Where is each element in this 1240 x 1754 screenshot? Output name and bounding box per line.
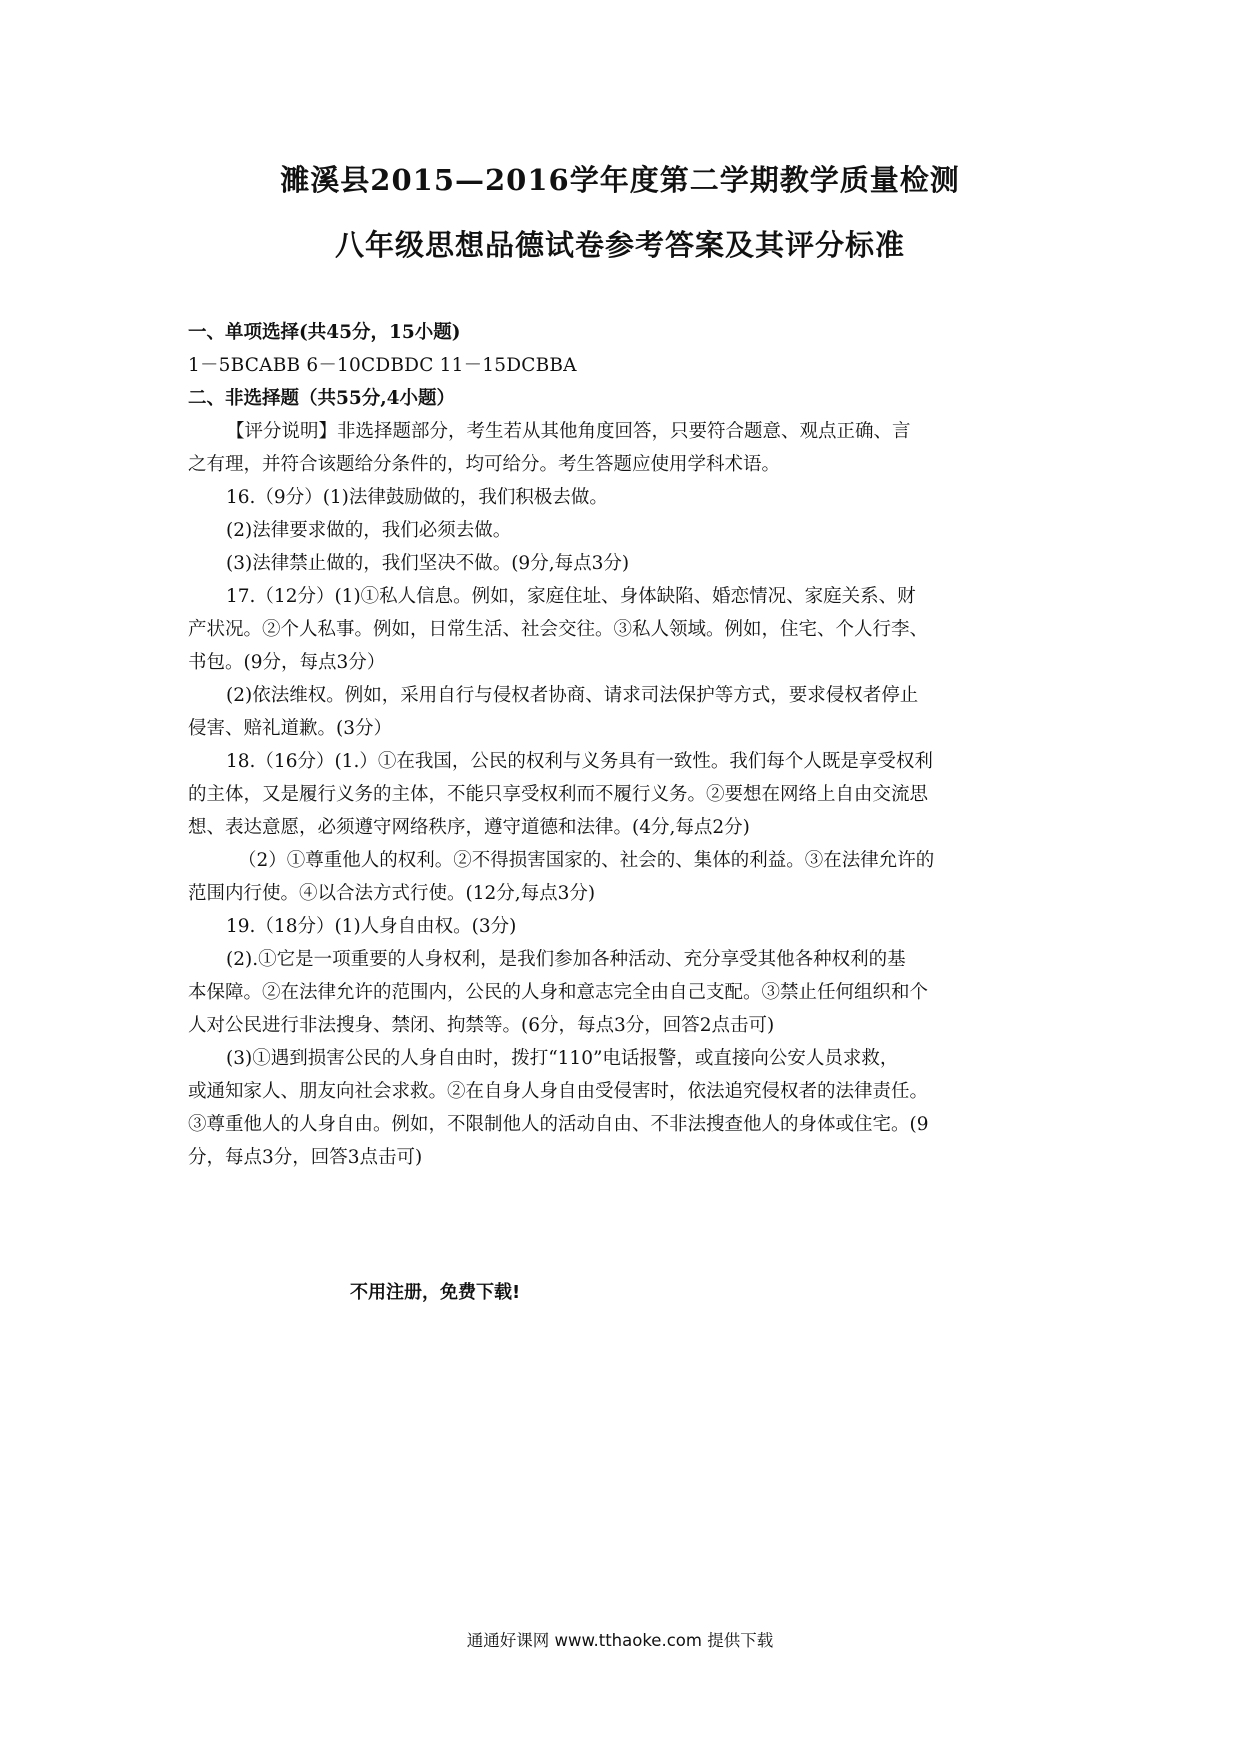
footer-source: 通通好课网 www.tthaoke.com 提供下载: [466, 1631, 774, 1650]
section-heading-non-choice: 二、非选择题（共55分,4小题）: [188, 388, 456, 409]
answer-19-line: 人对公民进行非法搜身、禁闭、拘禁等。(6分，每点3分，回答2点击可): [188, 1015, 775, 1036]
multiple-choice-answers: 1－5BCABB 6－10CDBDC 11－15DCBBA: [188, 355, 577, 376]
answer-19-line: 19.（18分）(1)人身自由权。(3分): [226, 916, 517, 937]
section-heading-multiple-choice: 一、单项选择(共45分，15小题): [188, 322, 461, 343]
answer-19-line: 本保障。②在法律允许的范围内，公民的人身和意志完全由自己支配。③禁止任何组织和个: [188, 982, 929, 1003]
answer-17-line: 产状况。②个人私事。例如，日常生活、社会交往。③私人领域。例如，住宅、个人行李、: [188, 619, 929, 640]
answer-body: [188, 316, 1058, 1174]
answer-19-line: (3)①遇到损害公民的人身自由时，拨打“110”电话报警，或直接向公安人员求救，: [226, 1048, 899, 1069]
answer-19-line: 或通知家人、朋友向社会求救。②在自身人身自由受侵害时，依法追究侵权者的法律责任。: [188, 1081, 929, 1102]
promo-text: 不用注册，免费下载!: [350, 1282, 521, 1303]
answer-17-line: 侵害、赔礼道歉。(3分）: [188, 718, 392, 739]
answer-18-line: 18.（16分）(1.）①在我国，公民的权利与义务具有一致性。我们每个人既是享受权利: [226, 751, 933, 772]
document-subtitle: 八年级思想品德试卷参考答案及其评分标准: [334, 228, 905, 262]
answer-18-line: 的主体，又是履行义务的主体，不能只享受权利而不履行义务。②要想在网络上自由交流思: [188, 784, 929, 805]
grading-note-line: 之有理，并符合该题给分条件的，均可给分。考生答题应使用学科术语。: [188, 454, 781, 475]
answer-17-line: (2)依法维权。例如，采用自行与侵权者协商、请求司法保护等方式，要求侵权者停止: [226, 685, 919, 706]
answer-19-line: ③尊重他人的人身自由。例如，不限制他人的活动自由、不非法搜查他人的身体或住宅。(9: [188, 1114, 929, 1135]
answer-16-line: (3)法律禁止做的，我们坚决不做。(9分,每点3分): [226, 553, 630, 574]
answer-17-line: 17.（12分）(1)①私人信息。例如，家庭住址、身体缺陷、婚恋情况、家庭关系、财: [226, 586, 916, 607]
answer-16-line: 16.（9分）(1)法律鼓励做的，我们积极去做。: [226, 487, 608, 508]
answer-19-line: 分，每点3分，回答3点击可): [188, 1147, 423, 1168]
grading-note-line: 【评分说明】非选择题部分，考生若从其他角度回答，只要符合题意、观点正确、言: [226, 421, 911, 442]
answer-18-line: 想、表达意愿，必须遵守网络秩序，遵守道德和法律。(4分,每点2分): [188, 817, 750, 838]
answer-18-line: （2）①尊重他人的权利。②不得损害国家的、社会的、集体的利益。③在法律允许的: [238, 850, 935, 871]
answer-19-line: (2).①它是一项重要的人身权利，是我们参加各种活动、充分享受其他各种权利的基: [226, 949, 906, 970]
document-title: 濉溪县2015—2016学年度第二学期教学质量检测: [280, 163, 960, 197]
answer-18-line: 范围内行使。④以合法方式行使。(12分,每点3分): [188, 883, 596, 904]
answer-17-line: 书包。(9分，每点3分）: [188, 652, 386, 673]
answer-16-line: (2)法律要求做的，我们必须去做。: [226, 520, 512, 541]
